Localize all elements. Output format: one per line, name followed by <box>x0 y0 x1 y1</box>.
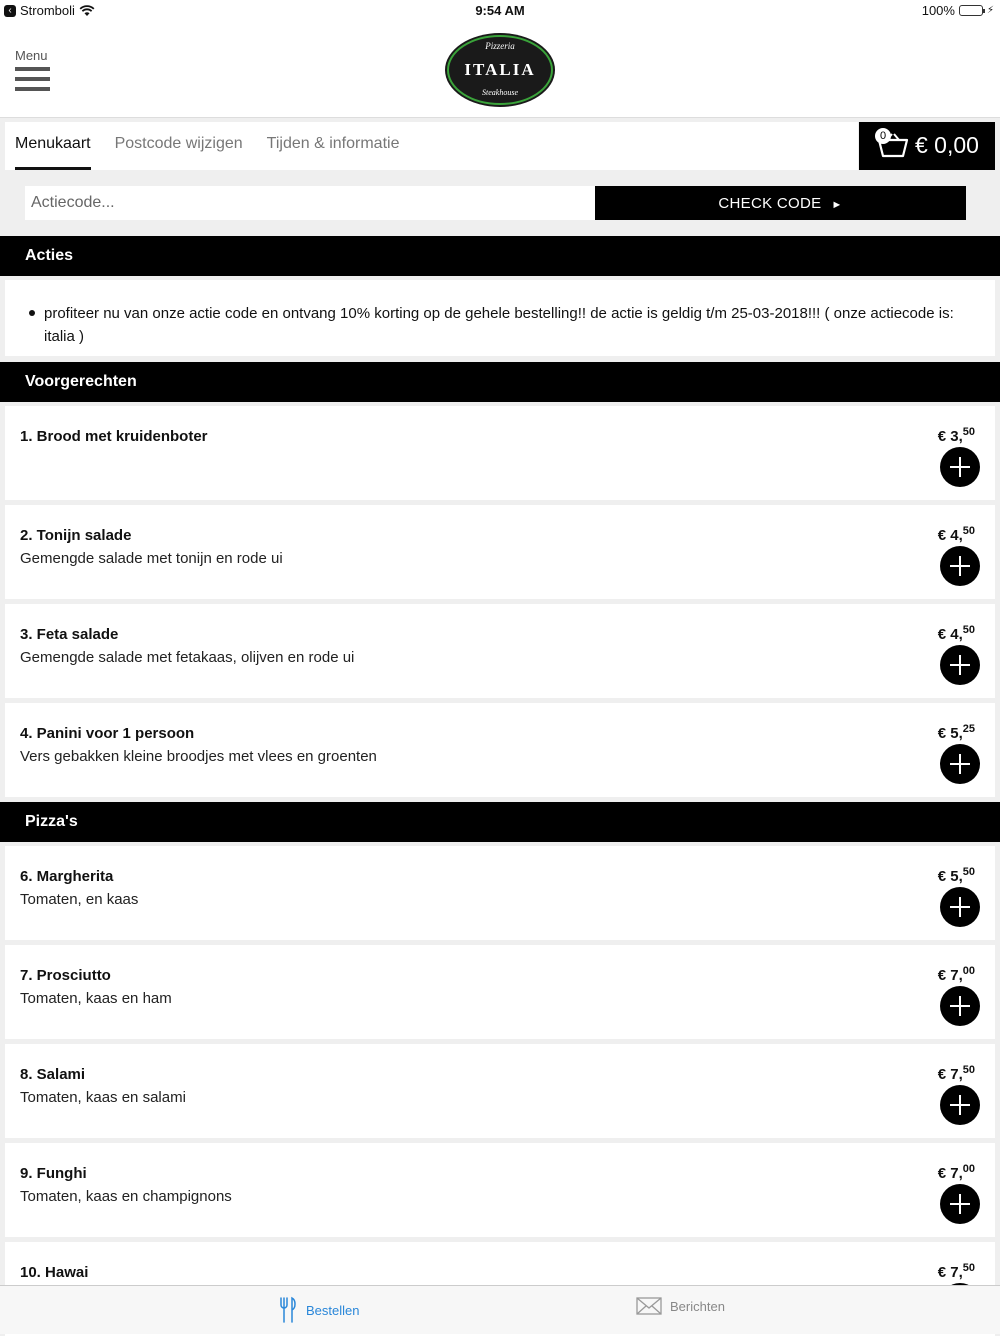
back-app-label: Stromboli <box>20 3 75 18</box>
item-name: 7. Prosciutto <box>20 967 111 984</box>
menu-item[interactable] <box>5 846 995 940</box>
tab-bestellen[interactable] <box>278 1296 359 1324</box>
restaurant-logo <box>444 32 556 108</box>
logo-bottom-text: Steakhouse <box>482 88 518 97</box>
logo-main-text: ITALIA <box>464 60 536 79</box>
item-name: 6. Margherita <box>20 868 114 885</box>
tab-menukaart[interactable]: Menukaart <box>5 122 101 170</box>
tab-berichten[interactable] <box>636 1296 725 1316</box>
item-price: € 5,25 <box>937 723 975 742</box>
add-to-cart-button[interactable] <box>940 887 980 927</box>
item-name: 9. Funghi <box>20 1165 87 1182</box>
menu-label: Menu <box>15 48 48 63</box>
section-header-acties: Acties <box>0 236 1000 276</box>
add-to-cart-button[interactable] <box>940 1184 980 1224</box>
menu-content[interactable] <box>0 236 1000 1285</box>
item-name: 4. Panini voor 1 persoon <box>20 725 195 742</box>
item-price: € 7,50 <box>937 1064 975 1083</box>
item-description: Tomaten, kaas en ham <box>20 990 172 1007</box>
tab-tijden-informatie[interactable]: Tijden & informatie <box>266 135 400 152</box>
logo-top-text: Pizzeria <box>485 41 515 51</box>
section-header-voorgerechten: Voorgerechten <box>0 362 1000 402</box>
item-price: € 7,50 <box>937 1262 975 1281</box>
item-name: 10. Hawai <box>20 1264 89 1281</box>
item-description: Gemengde salade met fetakaas, olijven en rode ui <box>20 649 355 666</box>
item-price: € 7,00 <box>937 1163 975 1182</box>
check-code-button[interactable] <box>595 186 966 220</box>
cart-count-badge: 0 <box>875 128 891 144</box>
bottom-tab-bar <box>0 1285 1000 1334</box>
item-name: 2. Tonijn salade <box>20 527 132 544</box>
check-code-label: CHECK CODE <box>718 194 822 212</box>
item-price: € 3,50 <box>937 426 975 445</box>
item-price: € 4,50 <box>937 624 975 643</box>
item-description: Vers gebakken kleine broodjes met vlees en groenten <box>20 748 377 765</box>
item-name: 1. Brood met kruidenboter <box>20 428 208 445</box>
item-price: € 4,50 <box>937 525 975 544</box>
item-price: € 5,50 <box>937 866 975 885</box>
fork-knife-icon <box>278 1296 298 1324</box>
menu-button[interactable] <box>15 48 55 98</box>
menu-item[interactable] <box>5 604 995 698</box>
menu-item[interactable] <box>5 1143 995 1237</box>
add-to-cart-button[interactable] <box>940 744 980 784</box>
app-header <box>0 20 1000 118</box>
add-to-cart-button[interactable] <box>940 447 980 487</box>
add-to-cart-button[interactable] <box>940 546 980 586</box>
battery-percentage: 100% <box>921 3 955 18</box>
status-time: 9:54 AM <box>475 3 525 18</box>
add-to-cart-button[interactable] <box>940 645 980 685</box>
charging-icon: ⚡ <box>986 5 994 16</box>
hamburger-icon <box>15 67 55 91</box>
back-arrow-icon: ‹ <box>4 5 16 17</box>
promotion-text: profiteer nu van onze actie code en ontvang 10% korting op de gehele bestelling!! de actie is geldig t/m 25-03-2018!!! ( onze actiecode is: italia ) <box>5 280 995 356</box>
item-description: Gemengde salade met tonijn en rode ui <box>20 550 283 567</box>
item-price: € 7,00 <box>937 965 975 984</box>
menu-item[interactable] <box>5 406 995 500</box>
menu-item[interactable] <box>5 703 995 797</box>
item-name: 3. Feta salade <box>20 626 119 643</box>
nav-tabs <box>5 122 858 170</box>
tab-bestellen-label: Bestellen <box>306 1302 360 1318</box>
cart-total: € 0,00 <box>915 132 979 158</box>
tabs-row <box>0 118 1000 170</box>
tab-postcode-wijzigen[interactable]: Postcode wijzigen <box>114 135 243 152</box>
item-name: 8. Salami <box>20 1066 86 1083</box>
cart-button[interactable] <box>859 122 995 170</box>
menu-item[interactable] <box>5 1044 995 1138</box>
menu-item[interactable] <box>5 945 995 1039</box>
menu-item[interactable] <box>5 505 995 599</box>
battery-icon <box>959 5 983 16</box>
section-header-pizzas: Pizza's <box>0 802 1000 842</box>
item-description: Tomaten, kaas en salami <box>20 1089 186 1106</box>
add-to-cart-button[interactable] <box>940 986 980 1026</box>
play-arrow-icon: ► <box>831 198 843 211</box>
promo-code-bar <box>0 170 1000 236</box>
item-description: Tomaten, en kaas <box>20 891 139 908</box>
status-bar <box>0 0 1000 20</box>
envelope-icon <box>636 1296 662 1316</box>
promo-code-input[interactable] <box>25 186 595 220</box>
tab-berichten-label: Berichten <box>670 1298 725 1314</box>
item-description: Tomaten, kaas en champignons <box>20 1188 232 1205</box>
add-to-cart-button[interactable] <box>940 1085 980 1125</box>
